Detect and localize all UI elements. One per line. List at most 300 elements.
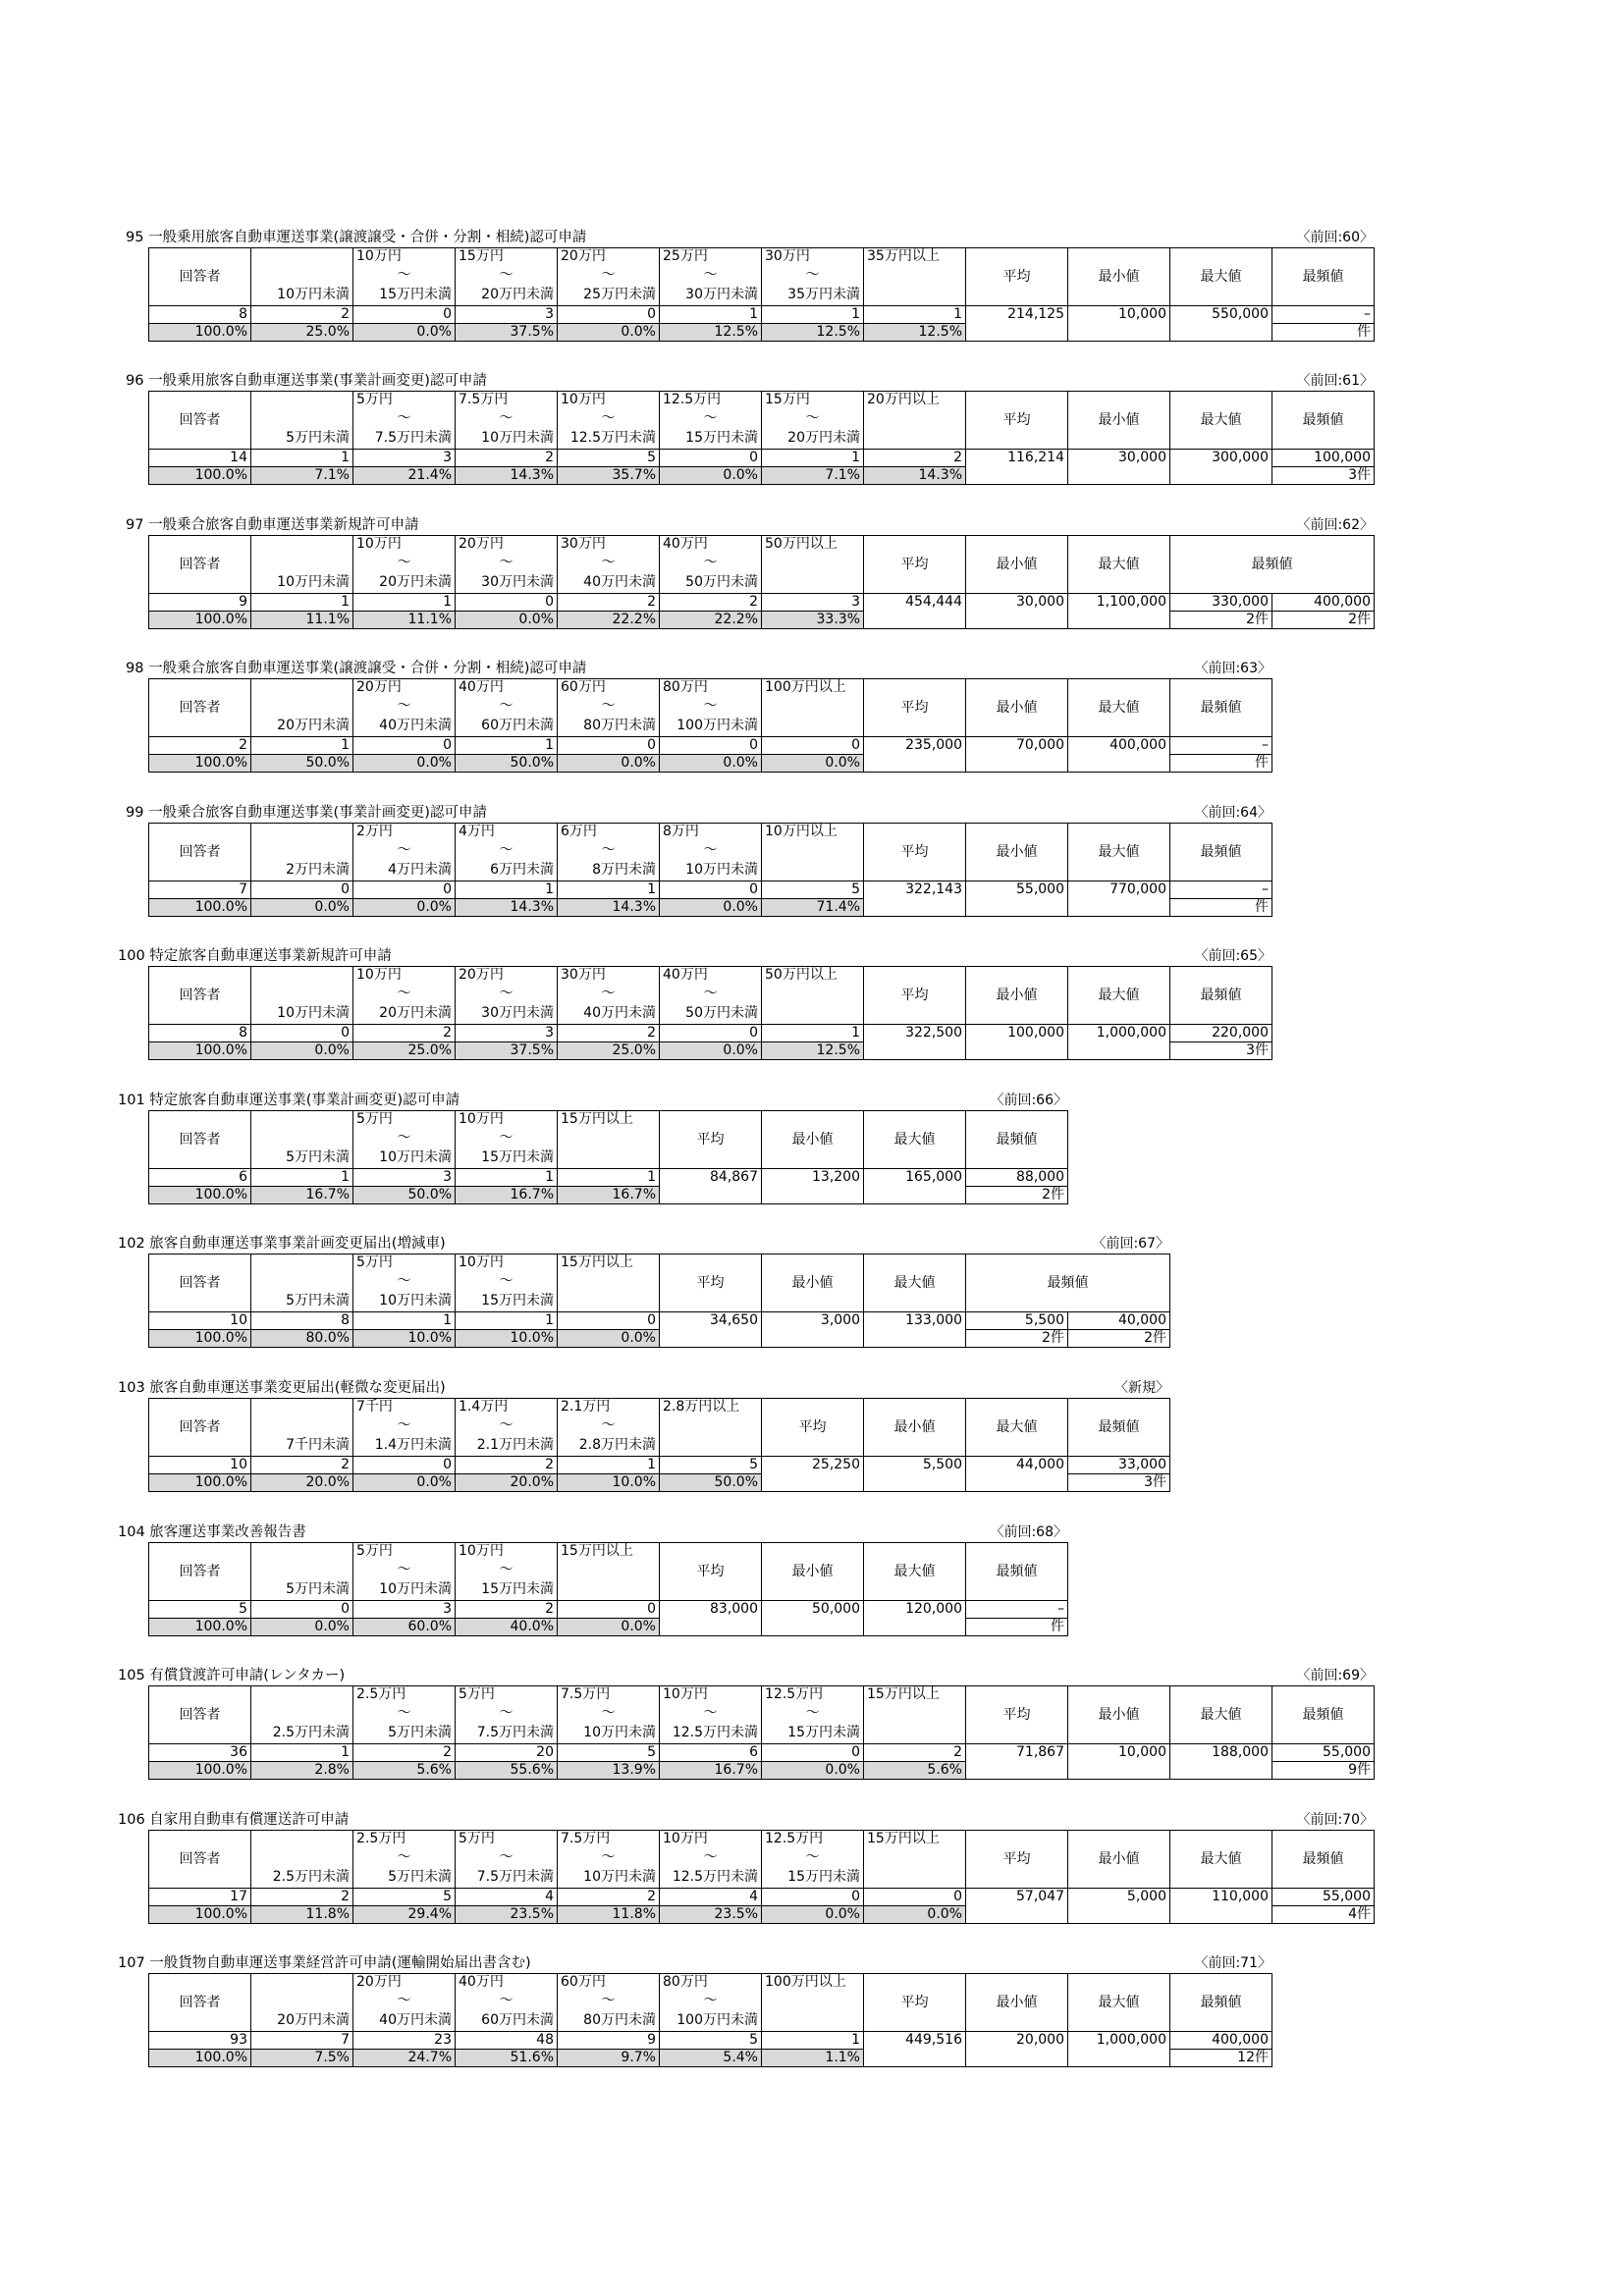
max-value: 165,000 bbox=[864, 1169, 966, 1204]
respondent-percent: 100.0% bbox=[149, 1474, 251, 1492]
range-header bbox=[456, 1543, 558, 1601]
previous-ref: 〈前回:65〉 bbox=[1194, 948, 1271, 964]
range-to: 5万円未満 bbox=[286, 1581, 350, 1597]
max-header: 最大値 bbox=[1068, 1974, 1170, 2032]
range-from: 10万円 bbox=[356, 967, 402, 983]
header-row bbox=[149, 1831, 1375, 1889]
range-header bbox=[762, 392, 864, 450]
min-value: 10,000 bbox=[1068, 306, 1170, 342]
range-tilde: ～ bbox=[499, 842, 514, 858]
range-count: 2 bbox=[558, 1025, 660, 1042]
fee-table bbox=[148, 823, 1272, 917]
range-to: 30万円未満 bbox=[685, 287, 758, 302]
range-tilde: ～ bbox=[397, 986, 411, 1001]
range-to: 20万円未満 bbox=[787, 430, 860, 446]
range-from: 5万円 bbox=[459, 1831, 495, 1846]
range-tilde: ～ bbox=[499, 1705, 514, 1721]
range-box bbox=[456, 1255, 557, 1311]
mode-header: 最頻値 bbox=[1170, 1974, 1272, 2032]
mode-count: 3件 bbox=[1170, 1042, 1272, 1060]
max-header: 最大値 bbox=[1068, 824, 1170, 881]
range-count: 0 bbox=[251, 881, 353, 899]
range-percent: 7.1% bbox=[762, 467, 864, 485]
range-box bbox=[251, 679, 352, 736]
section-title bbox=[118, 1523, 306, 1541]
range-box bbox=[251, 1399, 352, 1456]
section-title-text: 一般乗合旅客自動車運送事業(譲渡譲受・合併・分割・相続)認可申請 bbox=[148, 661, 587, 676]
range-from: 50万円以上 bbox=[765, 536, 838, 552]
range-tilde: ～ bbox=[703, 1849, 718, 1865]
range-percent: 5.4% bbox=[660, 2050, 762, 2067]
range-to: 5万円未満 bbox=[286, 1149, 350, 1165]
range-header bbox=[456, 679, 558, 737]
range-count: 3 bbox=[456, 1025, 558, 1042]
fee-table bbox=[148, 1685, 1375, 1780]
range-to: 4万円未満 bbox=[388, 862, 452, 878]
range-to: 10万円未満 bbox=[379, 1149, 452, 1165]
max-header: 最大値 bbox=[966, 1399, 1068, 1457]
range-tilde: ～ bbox=[499, 1130, 514, 1146]
mode-value: 400,000 bbox=[1170, 2032, 1272, 2050]
max-value: 133,000 bbox=[864, 1312, 966, 1348]
range-count: 4 bbox=[660, 1889, 762, 1906]
range-header bbox=[762, 679, 864, 737]
avg-header: 平均 bbox=[660, 1111, 762, 1169]
range-header bbox=[762, 1974, 864, 2032]
range-header bbox=[558, 1831, 660, 1889]
range-to: 2.1万円未満 bbox=[476, 1437, 554, 1453]
range-percent: 51.6% bbox=[456, 2050, 558, 2067]
mode-value: 330,000 bbox=[1170, 594, 1272, 612]
range-from: 8万円 bbox=[663, 824, 699, 839]
range-tilde: ～ bbox=[397, 698, 411, 714]
range-from: 10万円 bbox=[459, 1111, 504, 1127]
range-header bbox=[251, 1255, 353, 1312]
header-row bbox=[149, 1111, 1068, 1169]
mode-header: 最頻値 bbox=[1170, 536, 1375, 594]
range-count: 2 bbox=[353, 1025, 456, 1042]
section-number: 96 bbox=[126, 373, 144, 389]
range-percent: 0.0% bbox=[762, 1906, 864, 1924]
range-count: 0 bbox=[762, 1744, 864, 1762]
mode-header: 最頻値 bbox=[1170, 967, 1272, 1025]
range-percent: 35.7% bbox=[558, 467, 660, 485]
section-title-text: 特定旅客自動車運送事業新規許可申請 bbox=[149, 948, 392, 964]
range-percent: 11.8% bbox=[251, 1906, 353, 1924]
range-tilde: ～ bbox=[601, 842, 616, 858]
range-box bbox=[353, 967, 455, 1024]
range-box bbox=[558, 248, 659, 305]
section-title-text: 一般乗合旅客自動車運送事業(事業計画変更)認可申請 bbox=[148, 805, 487, 821]
range-header bbox=[762, 248, 864, 306]
range-header bbox=[558, 1399, 660, 1457]
min-header: 最小値 bbox=[762, 1255, 864, 1312]
min-value: 30,000 bbox=[966, 594, 1068, 629]
range-header bbox=[660, 1831, 762, 1889]
range-count: 1 bbox=[762, 306, 864, 324]
range-from: 10万円 bbox=[459, 1255, 504, 1270]
range-from: 10万円 bbox=[459, 1543, 504, 1559]
range-count: 1 bbox=[251, 1744, 353, 1762]
range-box bbox=[353, 536, 455, 593]
previous-ref: 〈前回:66〉 bbox=[990, 1093, 1067, 1108]
count-row bbox=[149, 2032, 1272, 2050]
range-from: 80万円 bbox=[663, 679, 708, 695]
range-header bbox=[251, 967, 353, 1025]
range-to: 7.5万円未満 bbox=[476, 1869, 554, 1885]
range-count: 1 bbox=[456, 737, 558, 755]
range-box bbox=[762, 824, 863, 881]
fee-table bbox=[148, 391, 1375, 485]
range-box bbox=[456, 1543, 557, 1600]
range-from: 10万円 bbox=[356, 248, 402, 264]
range-percent: 14.3% bbox=[864, 467, 966, 485]
range-to: 40万円未満 bbox=[583, 574, 656, 590]
mode-header: 最頻値 bbox=[966, 1111, 1068, 1169]
range-tilde: ～ bbox=[703, 986, 718, 1001]
range-header bbox=[353, 1399, 456, 1457]
range-tilde: ～ bbox=[397, 842, 411, 858]
range-box bbox=[353, 1974, 455, 2031]
previous-ref: 〈前回:70〉 bbox=[1296, 1812, 1374, 1828]
range-percent: 37.5% bbox=[456, 1042, 558, 1060]
section-title-text: 旅客自動車運送事業事業計画変更届出(増減車) bbox=[149, 1236, 446, 1252]
range-tilde: ～ bbox=[601, 1705, 616, 1721]
range-tilde: ～ bbox=[499, 1849, 514, 1865]
range-to: 10万円未満 bbox=[685, 862, 758, 878]
avg-header: 平均 bbox=[966, 1686, 1068, 1744]
range-to: 1.4万円未満 bbox=[374, 1437, 452, 1453]
range-box bbox=[762, 536, 863, 593]
respondent-percent: 100.0% bbox=[149, 324, 251, 342]
range-box bbox=[660, 1686, 761, 1743]
count-row bbox=[149, 1025, 1272, 1042]
max-header: 最大値 bbox=[1170, 248, 1272, 306]
range-count: 1 bbox=[251, 594, 353, 612]
max-value: 1,000,000 bbox=[1068, 2032, 1170, 2067]
respondent-header: 回答者 bbox=[149, 1686, 251, 1744]
mode-count: 3件 bbox=[1068, 1474, 1170, 1492]
range-count: 0 bbox=[558, 1312, 660, 1330]
range-box bbox=[762, 392, 863, 449]
range-from: 5万円 bbox=[356, 1543, 393, 1559]
section-title-text: 一般乗用旅客自動車運送事業(譲渡譲受・合併・分割・相続)認可申請 bbox=[148, 230, 587, 245]
section-title bbox=[126, 660, 586, 677]
header-row bbox=[149, 248, 1375, 306]
range-header bbox=[353, 392, 456, 450]
count-row bbox=[149, 1601, 1068, 1619]
range-to: 40万円未満 bbox=[379, 718, 452, 733]
header-row bbox=[149, 1543, 1068, 1601]
range-from: 40万円 bbox=[663, 967, 708, 983]
mode-value: – bbox=[1170, 737, 1272, 755]
range-count: 1 bbox=[456, 881, 558, 899]
range-percent: 60.0% bbox=[353, 1619, 456, 1636]
previous-ref: 〈前回:60〉 bbox=[1296, 230, 1374, 245]
range-percent: 14.3% bbox=[456, 899, 558, 917]
max-value: 770,000 bbox=[1068, 881, 1170, 917]
range-percent: 11.1% bbox=[353, 612, 456, 629]
range-header bbox=[864, 1831, 966, 1889]
range-to: 35万円未満 bbox=[787, 287, 860, 302]
range-count: 0 bbox=[660, 737, 762, 755]
range-from: 10万円 bbox=[356, 536, 402, 552]
range-to: 5万円未満 bbox=[286, 430, 350, 446]
count-row bbox=[149, 881, 1272, 899]
range-header bbox=[251, 1831, 353, 1889]
max-header: 最大値 bbox=[1170, 1686, 1272, 1744]
range-box bbox=[558, 1399, 659, 1456]
range-box bbox=[864, 248, 965, 305]
range-header bbox=[558, 967, 660, 1025]
range-tilde: ～ bbox=[499, 986, 514, 1001]
range-header bbox=[558, 1255, 660, 1312]
range-percent: 0.0% bbox=[660, 755, 762, 773]
range-percent: 0.0% bbox=[251, 1619, 353, 1636]
range-percent: 22.2% bbox=[660, 612, 762, 629]
max-value: 110,000 bbox=[1170, 1889, 1272, 1924]
range-percent: 0.0% bbox=[353, 755, 456, 773]
range-tilde: ～ bbox=[397, 1849, 411, 1865]
respondent-percent: 100.0% bbox=[149, 2050, 251, 2067]
respondent-count: 10 bbox=[149, 1312, 251, 1330]
range-percent: 11.8% bbox=[558, 1906, 660, 1924]
range-header bbox=[251, 392, 353, 450]
range-box bbox=[864, 1686, 965, 1743]
range-header bbox=[762, 1831, 864, 1889]
range-percent: 23.5% bbox=[456, 1906, 558, 1924]
range-to: 2万円未満 bbox=[286, 862, 350, 878]
respondent-header: 回答者 bbox=[149, 1399, 251, 1457]
range-tilde: ～ bbox=[397, 1562, 411, 1577]
min-value: 13,200 bbox=[762, 1169, 864, 1204]
range-to: 20万円未満 bbox=[379, 1005, 452, 1021]
range-box bbox=[558, 1686, 659, 1743]
section-number: 102 bbox=[118, 1236, 145, 1252]
min-header: 最小値 bbox=[966, 967, 1068, 1025]
range-count: 2 bbox=[456, 1457, 558, 1474]
range-from: 5万円 bbox=[356, 392, 393, 407]
range-box bbox=[353, 1543, 455, 1600]
max-value: 1,000,000 bbox=[1068, 1025, 1170, 1060]
mode-header: 最頻値 bbox=[1272, 1686, 1375, 1744]
previous-ref: 〈新規〉 bbox=[1114, 1380, 1169, 1396]
range-from: 100万円以上 bbox=[765, 1974, 846, 1990]
range-count: 5 bbox=[762, 881, 864, 899]
header-row bbox=[149, 679, 1272, 737]
range-percent: 25.0% bbox=[251, 324, 353, 342]
range-header bbox=[660, 679, 762, 737]
mode-count: 4件 bbox=[1272, 1906, 1375, 1924]
range-header bbox=[456, 1831, 558, 1889]
range-header bbox=[762, 1686, 864, 1744]
range-from: 10万円 bbox=[663, 1831, 708, 1846]
section-title bbox=[118, 1667, 345, 1684]
range-count: 0 bbox=[558, 306, 660, 324]
max-header: 最大値 bbox=[864, 1111, 966, 1169]
range-tilde: ～ bbox=[499, 1417, 514, 1433]
range-percent: 0.0% bbox=[558, 755, 660, 773]
range-from: 1.4万円 bbox=[459, 1399, 509, 1415]
range-count: 0 bbox=[456, 594, 558, 612]
min-value: 5,000 bbox=[1068, 1889, 1170, 1924]
avg-value: 84,867 bbox=[660, 1169, 762, 1204]
section-title bbox=[126, 804, 487, 822]
section-title-text: 旅客運送事業改善報告書 bbox=[149, 1524, 306, 1540]
range-from: 30万円 bbox=[765, 248, 810, 264]
mode-count: 2件 bbox=[1272, 612, 1375, 629]
respondent-header: 回答者 bbox=[149, 967, 251, 1025]
section-title bbox=[118, 1811, 349, 1829]
range-header bbox=[456, 536, 558, 594]
range-to: 7.5万円未満 bbox=[476, 1725, 554, 1740]
range-tilde: ～ bbox=[805, 1849, 820, 1865]
mode-value: 5,500 bbox=[966, 1312, 1068, 1330]
range-percent: 0.0% bbox=[353, 1474, 456, 1492]
range-percent: 7.1% bbox=[251, 467, 353, 485]
range-box bbox=[558, 1543, 659, 1600]
mode-count: 件 bbox=[1170, 899, 1272, 917]
range-box bbox=[660, 679, 761, 736]
range-to: 10万円未満 bbox=[379, 1293, 452, 1308]
range-to: 20万円未満 bbox=[277, 718, 350, 733]
respondent-header: 回答者 bbox=[149, 248, 251, 306]
range-percent: 9.7% bbox=[558, 2050, 660, 2067]
range-header bbox=[251, 1543, 353, 1601]
range-from: 50万円以上 bbox=[765, 967, 838, 983]
range-from: 20万円 bbox=[459, 967, 504, 983]
range-from: 10万円 bbox=[663, 1686, 708, 1702]
range-to: 25万円未満 bbox=[583, 287, 656, 302]
range-header bbox=[353, 536, 456, 594]
range-header bbox=[558, 1543, 660, 1601]
max-value: 400,000 bbox=[1068, 737, 1170, 773]
respondent-count: 36 bbox=[149, 1744, 251, 1762]
range-percent: 12.5% bbox=[762, 1042, 864, 1060]
previous-ref: 〈前回:71〉 bbox=[1194, 1955, 1271, 1971]
respondent-percent: 100.0% bbox=[149, 755, 251, 773]
respondent-percent: 100.0% bbox=[149, 467, 251, 485]
range-count: 2 bbox=[251, 1889, 353, 1906]
count-row bbox=[149, 1169, 1068, 1187]
previous-ref: 〈前回:68〉 bbox=[990, 1524, 1067, 1540]
range-box bbox=[251, 536, 352, 593]
min-header: 最小値 bbox=[1068, 248, 1170, 306]
range-count: 2 bbox=[558, 1889, 660, 1906]
range-header bbox=[353, 967, 456, 1025]
range-count: 0 bbox=[660, 1025, 762, 1042]
range-count: 3 bbox=[353, 1169, 456, 1187]
range-percent: 0.0% bbox=[762, 755, 864, 773]
range-from: 15万円以上 bbox=[561, 1111, 633, 1127]
range-tilde: ～ bbox=[499, 698, 514, 714]
range-to: 8万円未満 bbox=[592, 862, 656, 878]
range-tilde: ～ bbox=[703, 555, 718, 570]
range-percent: 11.1% bbox=[251, 612, 353, 629]
range-count: 0 bbox=[353, 881, 456, 899]
respondent-count: 93 bbox=[149, 2032, 251, 2050]
max-header: 最大値 bbox=[1068, 536, 1170, 594]
range-to: 10万円未満 bbox=[277, 1005, 350, 1021]
range-percent: 0.0% bbox=[251, 1042, 353, 1060]
range-box bbox=[762, 1974, 863, 2031]
section-title bbox=[118, 947, 392, 965]
range-header bbox=[762, 536, 864, 594]
range-to: 10万円未満 bbox=[379, 1581, 452, 1597]
range-from: 20万円 bbox=[356, 679, 402, 695]
range-tilde: ～ bbox=[499, 1993, 514, 2008]
range-box bbox=[456, 824, 557, 881]
previous-ref: 〈前回:62〉 bbox=[1296, 517, 1374, 533]
range-tilde: ～ bbox=[397, 1130, 411, 1146]
respondent-header: 回答者 bbox=[149, 536, 251, 594]
fee-table bbox=[148, 247, 1375, 342]
max-value: 188,000 bbox=[1170, 1744, 1272, 1780]
range-count: 0 bbox=[558, 737, 660, 755]
respondent-header: 回答者 bbox=[149, 1255, 251, 1312]
range-from: 100万円以上 bbox=[765, 679, 846, 695]
respondent-header: 回答者 bbox=[149, 1831, 251, 1889]
range-to: 100万円未満 bbox=[676, 718, 758, 733]
range-percent: 1.1% bbox=[762, 2050, 864, 2067]
range-count: 2 bbox=[251, 306, 353, 324]
max-header: 最大値 bbox=[864, 1543, 966, 1601]
respondent-percent: 100.0% bbox=[149, 612, 251, 629]
range-header bbox=[660, 824, 762, 881]
mode-count: 2件 bbox=[1170, 612, 1272, 629]
range-tilde: ～ bbox=[703, 842, 718, 858]
section-number: 105 bbox=[118, 1668, 145, 1683]
min-value: 5,500 bbox=[864, 1457, 966, 1492]
range-header bbox=[353, 1686, 456, 1744]
range-count: 1 bbox=[558, 881, 660, 899]
range-to: 30万円未満 bbox=[481, 1005, 554, 1021]
percent-row bbox=[149, 612, 1375, 629]
mode-count: 2件 bbox=[1068, 1330, 1170, 1348]
range-to: 50万円未満 bbox=[685, 1005, 758, 1021]
range-percent: 14.3% bbox=[456, 467, 558, 485]
range-box bbox=[353, 1686, 455, 1743]
range-header bbox=[251, 1399, 353, 1457]
section-title-text: 一般貨物自動車運送事業経営許可申請(運輸開始届出書含む) bbox=[149, 1955, 531, 1971]
fee-table bbox=[148, 1110, 1068, 1204]
section-title-text: 有償貸渡許可申請(レンタカー) bbox=[149, 1668, 346, 1683]
range-tilde: ～ bbox=[703, 410, 718, 426]
range-header bbox=[660, 967, 762, 1025]
section-number: 99 bbox=[126, 805, 144, 821]
respondent-percent: 100.0% bbox=[149, 1330, 251, 1348]
count-row bbox=[149, 450, 1375, 467]
range-tilde: ～ bbox=[397, 410, 411, 426]
range-to: 6万円未満 bbox=[490, 862, 554, 878]
min-header: 最小値 bbox=[1068, 1831, 1170, 1889]
range-count: 0 bbox=[353, 737, 456, 755]
range-tilde: ～ bbox=[703, 1705, 718, 1721]
range-header bbox=[762, 967, 864, 1025]
range-tilde: ～ bbox=[601, 986, 616, 1001]
range-tilde: ～ bbox=[499, 1273, 514, 1289]
mode-count: 2件 bbox=[966, 1330, 1068, 1348]
count-row bbox=[149, 1744, 1375, 1762]
range-percent: 21.4% bbox=[353, 467, 456, 485]
range-tilde: ～ bbox=[499, 555, 514, 570]
range-count: 1 bbox=[456, 1312, 558, 1330]
mode-value: – bbox=[1272, 306, 1375, 324]
min-value: 30,000 bbox=[1068, 450, 1170, 485]
range-header bbox=[762, 824, 864, 881]
range-to: 2.5万円未満 bbox=[272, 1869, 350, 1885]
range-count: 0 bbox=[864, 1889, 966, 1906]
